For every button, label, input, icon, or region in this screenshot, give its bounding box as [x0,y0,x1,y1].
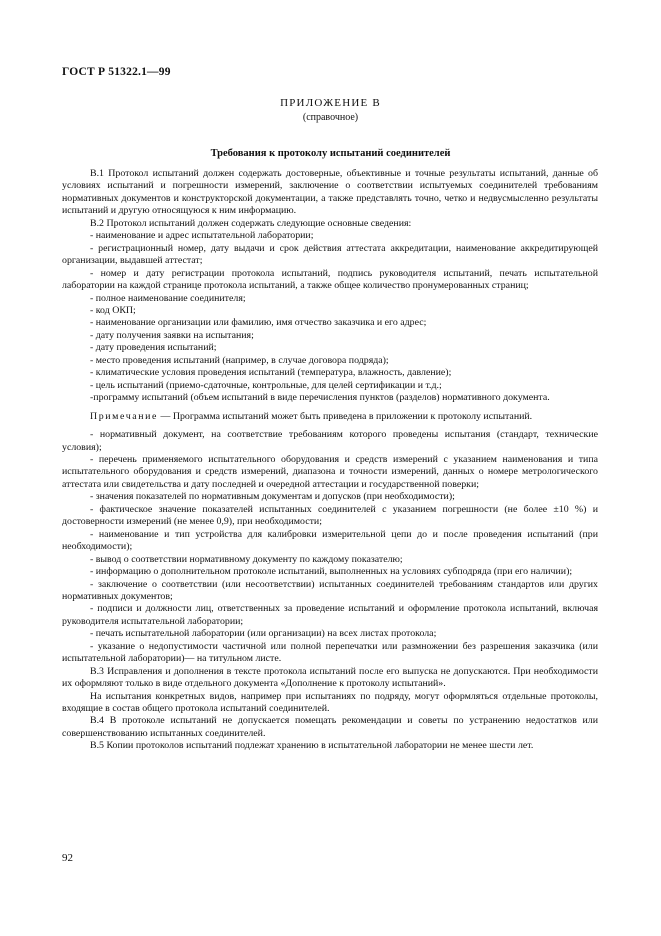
paragraph: - цель испытаний (приемо-сдаточные, контрольные, для целей сертификации и т.д.; [90,379,442,391]
paragraph: - климатические условия проведения испытаний (температура, влажность, давление); [90,367,452,379]
note-paragraph [62,411,598,423]
paragraph: - дату получения заявки на испытания; [90,329,254,341]
paragraph: - код ОКП; [90,304,136,316]
paragraph: - регистрационный номер, дату выдачи и срок действия аттестата аккредитации, наименование аккредитирующей организации, выдавшей аттестат; [62,242,598,267]
page-number: 92 [62,852,73,864]
paragraph: - дату проведения испытаний; [90,342,217,354]
annex-subtitle: (справочное) [302,112,359,123]
paragraph: В.2 Протокол испытаний должен содержать следующие основные сведения: [90,217,412,229]
paragraph: В.3 Исправления и дополнения в тексте протокола испытаний после его выпуска не допускаются. При необходимости их оформляют только в виде отдельного документа «Дополнение к протоколу испытаний». [62,665,598,690]
paragraph: - информацию о дополнительном протоколе испытаний, выполненных на условиях субподряда (при его наличии); [90,566,573,578]
paragraph-group-a [62,168,598,405]
paragraph: - подписи и должности лиц, ответственных за проведение испытаний и оформление протокола испытаний, включая руководителя испытательной лаборатории; [62,603,598,627]
paragraph-group-b [62,429,598,753]
paragraph: - печать испытательной лаборатории (или организации) на всех листах протокола; [90,628,437,640]
body-text [62,168,598,753]
paragraph: -программу испытаний (объем испытаний в виде перечисления пунктов (разделов) нормативного документа. [90,392,550,404]
paragraph: - нормативный документ, на соответствие требованиям которого проведены испытания (стандарт, технические условия); [62,429,598,453]
paragraph: - наименование и тип устройства для калибровки измерительной цепи до и после проведения испытаний (при необходимости); [62,528,598,553]
document-code: ГОСТ Р 51322.1—99 [62,66,171,78]
paragraph: - наименование организации или фамилию, имя отчество заказчика и его адрес; [90,317,427,329]
paragraph: - вывод о соответствии нормативному документу по каждому показателю; [90,553,403,565]
paragraph: - заключение о соответствии (или несоответствии) испытанных соединителей требованиям стандартов или других нормативных документов; [62,578,598,602]
paragraph: На испытания конкретных видов, например при испытаниях по подряду, могут оформляться отдельные протоколы, входящие в состав общего протокола испытаний соединителей. [62,690,598,715]
note-label: Примечание [90,410,159,422]
paragraph: - полное наименование соединителя; [90,292,246,304]
section-heading: Требования к протоколу испытаний соединителей [210,148,451,159]
paragraph: - указание о недопустимости частичной или полной перепечатки или размножении без разрешения заказчика (или испытательной лаборатории)— на титульном листе. [62,640,598,665]
paragraph: - перечень применяемого испытательного оборудования и средств измерений с указанием наименования и типа испытательного оборудования и средств измерений, диапазона и точности измерений, данных о номере метрологического аттестата или свидетельства и дату последней и очередной аттестации и государственной поверки; [62,453,598,490]
annex-title: ПРИЛОЖЕНИЕ В [280,97,381,109]
paragraph: - фактическое значение показателей испытанных соединителей с указанием погрешности (не более ±10 %) и достоверности измерений (не менее 0,9), при необходимости; [62,503,598,528]
paragraph: - наименование и адрес испытательной лаборатории; [90,230,314,242]
paragraph: - значения показателей по нормативным документам и допусков (при необходимости); [90,491,455,503]
paragraph: - место проведения испытаний (например, в случае договора подряда); [90,354,389,366]
paragraph: В.5 Копии протоколов испытаний подлежат хранению в испытательной лаборатории не менее шести лет. [90,740,534,752]
paragraph: В.1 Протокол испытаний должен содержать достоверные, объективные и точные результаты испытаний, данные об условиях испытаний и погрешности измерений, заключение о соответствии испытуемых соединителей требованиям нормативных документов и конструкторской документации, а также представлять точно, четко и недвусмысленно результаты испытаний и другую относящуюся к ним информацию. [62,168,598,217]
paragraph: - номер и дату регистрации протокола испытаний, подпись руководителя испытаний, печать испытательной лаборатории на каждой странице протокола испытаний, а также общее количество пронумерованных страниц; [62,267,598,292]
note-text: — Программа испытаний может быть приведена в приложении к протоколу испытаний. [158,410,533,422]
paragraph: В.4 В протоколе испытаний не допускается помещать рекомендации и советы по устранению недостатков или совершенствованию испытанных соединителей. [62,715,598,739]
